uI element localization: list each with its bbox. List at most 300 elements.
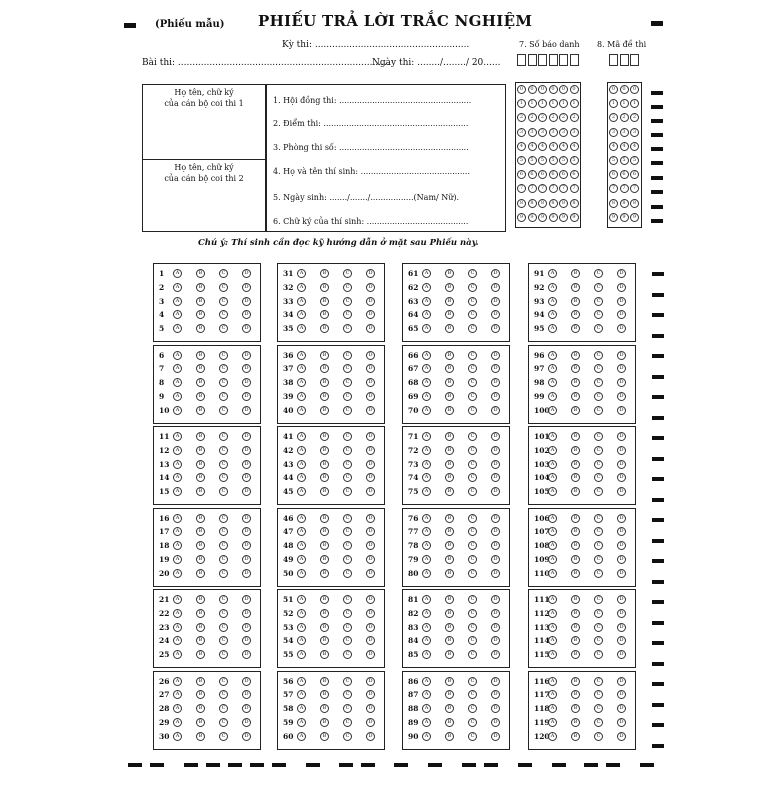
answer-bubble-d[interactable]: D: [491, 487, 500, 496]
sbd-digit-bubble[interactable]: 1: [559, 99, 568, 108]
answer-bubble-b[interactable]: B: [571, 310, 580, 319]
exam-subject-field[interactable]: Bài thi: ..........................................................................: [142, 58, 390, 68]
sbd-digit-bubble[interactable]: 5: [570, 156, 579, 165]
answer-bubble-a[interactable]: A: [173, 718, 182, 727]
answer-bubble-c[interactable]: C: [468, 595, 477, 604]
answer-bubble-d[interactable]: D: [617, 269, 626, 278]
answer-bubble-d[interactable]: D: [242, 677, 251, 686]
answer-bubble-b[interactable]: B: [445, 473, 454, 482]
answer-bubble-a[interactable]: A: [173, 690, 182, 699]
made-digit-bubble[interactable]: 6: [609, 170, 618, 179]
answer-bubble-c[interactable]: C: [219, 527, 228, 536]
made-digit-bubble[interactable]: 0: [620, 85, 629, 94]
answer-bubble-a[interactable]: A: [422, 460, 431, 469]
answer-bubble-d[interactable]: D: [617, 446, 626, 455]
answer-bubble-b[interactable]: B: [196, 432, 205, 441]
answer-bubble-c[interactable]: C: [219, 269, 228, 278]
answer-bubble-d[interactable]: D: [366, 283, 375, 292]
answer-bubble-d[interactable]: D: [242, 636, 251, 645]
answer-bubble-c[interactable]: C: [594, 364, 603, 373]
answer-bubble-d[interactable]: D: [491, 636, 500, 645]
answer-bubble-a[interactable]: A: [297, 432, 306, 441]
answer-bubble-b[interactable]: B: [445, 324, 454, 333]
answer-bubble-a[interactable]: A: [548, 283, 557, 292]
answer-bubble-a[interactable]: A: [173, 406, 182, 415]
answer-bubble-a[interactable]: A: [548, 555, 557, 564]
sbd-digit-bubble[interactable]: 7: [570, 184, 579, 193]
answer-bubble-d[interactable]: D: [242, 473, 251, 482]
answer-bubble-a[interactable]: A: [422, 541, 431, 550]
made-digit-bubble[interactable]: 3: [630, 128, 639, 137]
answer-bubble-b[interactable]: B: [196, 324, 205, 333]
answer-bubble-d[interactable]: D: [366, 609, 375, 618]
answer-bubble-c[interactable]: C: [343, 297, 352, 306]
answer-bubble-d[interactable]: D: [617, 392, 626, 401]
sbd-digit-bubble[interactable]: 0: [559, 85, 568, 94]
answer-bubble-a[interactable]: A: [422, 473, 431, 482]
answer-bubble-d[interactable]: D: [366, 541, 375, 550]
made-digit-bubble[interactable]: 0: [609, 85, 618, 94]
answer-bubble-a[interactable]: A: [422, 623, 431, 632]
answer-bubble-d[interactable]: D: [366, 473, 375, 482]
answer-bubble-d[interactable]: D: [366, 514, 375, 523]
answer-bubble-d[interactable]: D: [617, 555, 626, 564]
answer-bubble-a[interactable]: A: [422, 704, 431, 713]
answer-bubble-b[interactable]: B: [320, 527, 329, 536]
answer-bubble-c[interactable]: C: [594, 555, 603, 564]
answer-bubble-a[interactable]: A: [173, 460, 182, 469]
sbd-digit-bubble[interactable]: 8: [570, 199, 579, 208]
answer-bubble-b[interactable]: B: [320, 460, 329, 469]
answer-bubble-d[interactable]: D: [491, 650, 500, 659]
answer-bubble-a[interactable]: A: [297, 378, 306, 387]
sbd-digit-bubble[interactable]: 4: [549, 142, 558, 151]
sbd-digit-bubble[interactable]: 9: [559, 213, 568, 222]
answer-bubble-c[interactable]: C: [343, 406, 352, 415]
sbd-digit-bubble[interactable]: 7: [559, 184, 568, 193]
answer-bubble-a[interactable]: A: [297, 406, 306, 415]
answer-bubble-c[interactable]: C: [594, 677, 603, 686]
answer-bubble-a[interactable]: A: [297, 351, 306, 360]
answer-bubble-b[interactable]: B: [571, 324, 580, 333]
answer-bubble-b[interactable]: B: [445, 569, 454, 578]
answer-bubble-a[interactable]: A: [297, 650, 306, 659]
answer-bubble-d[interactable]: D: [242, 446, 251, 455]
answer-bubble-a[interactable]: A: [297, 623, 306, 632]
answer-bubble-a[interactable]: A: [548, 269, 557, 278]
answer-bubble-c[interactable]: C: [219, 718, 228, 727]
answer-bubble-c[interactable]: C: [219, 473, 228, 482]
answer-bubble-b[interactable]: B: [320, 487, 329, 496]
answer-bubble-b[interactable]: B: [445, 283, 454, 292]
answer-bubble-c[interactable]: C: [594, 541, 603, 550]
answer-bubble-a[interactable]: A: [422, 392, 431, 401]
answer-bubble-b[interactable]: B: [196, 650, 205, 659]
answer-bubble-b[interactable]: B: [320, 364, 329, 373]
answer-bubble-b[interactable]: B: [571, 432, 580, 441]
made-digit-bubble[interactable]: 3: [609, 128, 618, 137]
sbd-write-box[interactable]: [517, 54, 526, 66]
answer-bubble-b[interactable]: B: [196, 732, 205, 741]
answer-bubble-a[interactable]: A: [297, 473, 306, 482]
answer-bubble-a[interactable]: A: [422, 690, 431, 699]
answer-bubble-a[interactable]: A: [297, 704, 306, 713]
answer-bubble-a[interactable]: A: [297, 283, 306, 292]
answer-bubble-d[interactable]: D: [366, 636, 375, 645]
made-digit-bubble[interactable]: 6: [630, 170, 639, 179]
answer-bubble-b[interactable]: B: [571, 527, 580, 536]
answer-bubble-c[interactable]: C: [468, 677, 477, 686]
answer-bubble-d[interactable]: D: [491, 432, 500, 441]
sbd-digit-bubble[interactable]: 8: [517, 199, 526, 208]
answer-bubble-d[interactable]: D: [491, 609, 500, 618]
answer-bubble-c[interactable]: C: [468, 473, 477, 482]
answer-bubble-b[interactable]: B: [445, 364, 454, 373]
made-digit-bubble[interactable]: 7: [630, 184, 639, 193]
answer-bubble-b[interactable]: B: [445, 446, 454, 455]
answer-bubble-a[interactable]: A: [548, 392, 557, 401]
answer-bubble-d[interactable]: D: [242, 718, 251, 727]
answer-bubble-c[interactable]: C: [468, 283, 477, 292]
answer-bubble-c[interactable]: C: [219, 364, 228, 373]
answer-bubble-d[interactable]: D: [242, 541, 251, 550]
answer-bubble-c[interactable]: C: [468, 432, 477, 441]
answer-bubble-c[interactable]: C: [594, 378, 603, 387]
answer-bubble-b[interactable]: B: [445, 351, 454, 360]
answer-bubble-b[interactable]: B: [320, 718, 329, 727]
answer-bubble-c[interactable]: C: [343, 527, 352, 536]
answer-bubble-c[interactable]: C: [343, 324, 352, 333]
answer-bubble-b[interactable]: B: [320, 406, 329, 415]
answer-bubble-d[interactable]: D: [242, 609, 251, 618]
answer-bubble-b[interactable]: B: [445, 406, 454, 415]
answer-bubble-d[interactable]: D: [491, 364, 500, 373]
answer-bubble-b[interactable]: B: [320, 650, 329, 659]
made-digit-bubble[interactable]: 8: [630, 199, 639, 208]
sbd-digit-bubble[interactable]: 2: [517, 113, 526, 122]
answer-bubble-d[interactable]: D: [242, 704, 251, 713]
answer-bubble-a[interactable]: A: [548, 351, 557, 360]
answer-bubble-a[interactable]: A: [422, 609, 431, 618]
made-digit-bubble[interactable]: 7: [609, 184, 618, 193]
answer-bubble-b[interactable]: B: [571, 487, 580, 496]
sbd-digit-bubble[interactable]: 1: [517, 99, 526, 108]
answer-bubble-c[interactable]: C: [468, 718, 477, 727]
made-digit-bubble[interactable]: 8: [620, 199, 629, 208]
answer-bubble-d[interactable]: D: [491, 555, 500, 564]
answer-bubble-b[interactable]: B: [320, 310, 329, 319]
answer-bubble-c[interactable]: C: [468, 732, 477, 741]
answer-bubble-a[interactable]: A: [173, 351, 182, 360]
answer-bubble-b[interactable]: B: [320, 269, 329, 278]
answer-bubble-a[interactable]: A: [548, 527, 557, 536]
answer-bubble-a[interactable]: A: [173, 364, 182, 373]
answer-bubble-d[interactable]: D: [366, 569, 375, 578]
answer-bubble-a[interactable]: A: [422, 283, 431, 292]
answer-bubble-d[interactable]: D: [491, 283, 500, 292]
answer-bubble-c[interactable]: C: [343, 623, 352, 632]
answer-bubble-a[interactable]: A: [548, 460, 557, 469]
made-digit-bubble[interactable]: 1: [630, 99, 639, 108]
answer-bubble-c[interactable]: C: [219, 297, 228, 306]
answer-bubble-d[interactable]: D: [617, 636, 626, 645]
answer-bubble-b[interactable]: B: [320, 324, 329, 333]
made-digit-bubble[interactable]: 4: [620, 142, 629, 151]
sbd-digit-bubble[interactable]: 5: [549, 156, 558, 165]
answer-bubble-a[interactable]: A: [548, 378, 557, 387]
answer-bubble-b[interactable]: B: [571, 446, 580, 455]
answer-bubble-a[interactable]: A: [173, 623, 182, 632]
answer-bubble-d[interactable]: D: [491, 704, 500, 713]
answer-bubble-a[interactable]: A: [422, 527, 431, 536]
made-digit-bubble[interactable]: 2: [630, 113, 639, 122]
answer-bubble-c[interactable]: C: [219, 623, 228, 632]
answer-bubble-c[interactable]: C: [219, 392, 228, 401]
answer-bubble-b[interactable]: B: [196, 527, 205, 536]
answer-bubble-d[interactable]: D: [617, 704, 626, 713]
answer-bubble-c[interactable]: C: [219, 446, 228, 455]
answer-bubble-c[interactable]: C: [594, 623, 603, 632]
answer-bubble-b[interactable]: B: [571, 732, 580, 741]
sbd-digit-bubble[interactable]: 0: [549, 85, 558, 94]
answer-bubble-b[interactable]: B: [445, 514, 454, 523]
answer-bubble-b[interactable]: B: [320, 636, 329, 645]
answer-bubble-b[interactable]: B: [571, 623, 580, 632]
answer-bubble-c[interactable]: C: [343, 378, 352, 387]
made-digit-bubble[interactable]: 4: [630, 142, 639, 151]
answer-bubble-b[interactable]: B: [445, 432, 454, 441]
answer-bubble-b[interactable]: B: [571, 364, 580, 373]
exam-session-field[interactable]: Kỳ thi: ......................................................: [282, 40, 470, 50]
answer-bubble-d[interactable]: D: [242, 432, 251, 441]
answer-bubble-c[interactable]: C: [594, 432, 603, 441]
answer-bubble-c[interactable]: C: [594, 269, 603, 278]
answer-bubble-b[interactable]: B: [571, 650, 580, 659]
answer-bubble-c[interactable]: C: [219, 690, 228, 699]
sbd-digit-bubble[interactable]: 7: [538, 184, 547, 193]
answer-bubble-a[interactable]: A: [173, 473, 182, 482]
answer-bubble-d[interactable]: D: [491, 473, 500, 482]
sbd-digit-bubble[interactable]: 9: [517, 213, 526, 222]
answer-bubble-d[interactable]: D: [366, 378, 375, 387]
answer-bubble-c[interactable]: C: [594, 527, 603, 536]
answer-bubble-d[interactable]: D: [491, 690, 500, 699]
answer-bubble-d[interactable]: D: [617, 283, 626, 292]
answer-bubble-d[interactable]: D: [366, 732, 375, 741]
answer-bubble-b[interactable]: B: [320, 446, 329, 455]
answer-bubble-a[interactable]: A: [297, 297, 306, 306]
answer-bubble-b[interactable]: B: [196, 569, 205, 578]
answer-bubble-c[interactable]: C: [343, 432, 352, 441]
sbd-digit-bubble[interactable]: 8: [559, 199, 568, 208]
answer-bubble-b[interactable]: B: [320, 623, 329, 632]
answer-bubble-d[interactable]: D: [491, 310, 500, 319]
answer-bubble-b[interactable]: B: [571, 609, 580, 618]
answer-bubble-a[interactable]: A: [297, 527, 306, 536]
sbd-digit-bubble[interactable]: 4: [517, 142, 526, 151]
answer-bubble-c[interactable]: C: [219, 378, 228, 387]
answer-bubble-c[interactable]: C: [468, 541, 477, 550]
answer-bubble-a[interactable]: A: [297, 514, 306, 523]
answer-bubble-d[interactable]: D: [366, 704, 375, 713]
sbd-digit-bubble[interactable]: 0: [528, 85, 537, 94]
answer-bubble-c[interactable]: C: [219, 541, 228, 550]
answer-bubble-b[interactable]: B: [445, 555, 454, 564]
made-write-box[interactable]: [620, 54, 629, 66]
answer-bubble-d[interactable]: D: [366, 555, 375, 564]
info-field-council[interactable]: 1. Hội đồng thi: ....................................................: [273, 96, 472, 105]
made-digit-bubble[interactable]: 5: [609, 156, 618, 165]
answer-bubble-b[interactable]: B: [320, 609, 329, 618]
answer-bubble-b[interactable]: B: [196, 718, 205, 727]
answer-bubble-a[interactable]: A: [548, 690, 557, 699]
answer-bubble-d[interactable]: D: [366, 392, 375, 401]
answer-bubble-d[interactable]: D: [366, 623, 375, 632]
answer-bubble-d[interactable]: D: [366, 432, 375, 441]
answer-bubble-a[interactable]: A: [173, 283, 182, 292]
answer-bubble-a[interactable]: A: [548, 595, 557, 604]
sbd-digit-bubble[interactable]: 3: [549, 128, 558, 137]
answer-bubble-c[interactable]: C: [594, 718, 603, 727]
answer-bubble-d[interactable]: D: [242, 487, 251, 496]
answer-bubble-c[interactable]: C: [594, 636, 603, 645]
answer-bubble-d[interactable]: D: [366, 595, 375, 604]
answer-bubble-b[interactable]: B: [196, 392, 205, 401]
answer-bubble-a[interactable]: A: [548, 446, 557, 455]
sbd-digit-bubble[interactable]: 0: [570, 85, 579, 94]
answer-bubble-d[interactable]: D: [491, 460, 500, 469]
answer-bubble-d[interactable]: D: [242, 364, 251, 373]
answer-bubble-a[interactable]: A: [297, 460, 306, 469]
made-digit-bubble[interactable]: 6: [620, 170, 629, 179]
answer-bubble-a[interactable]: A: [422, 718, 431, 727]
answer-bubble-b[interactable]: B: [320, 555, 329, 564]
answer-bubble-d[interactable]: D: [617, 310, 626, 319]
answer-bubble-d[interactable]: D: [242, 569, 251, 578]
answer-bubble-a[interactable]: A: [297, 487, 306, 496]
sbd-digit-bubble[interactable]: 6: [538, 170, 547, 179]
answer-bubble-d[interactable]: D: [491, 446, 500, 455]
answer-bubble-b[interactable]: B: [320, 690, 329, 699]
answer-bubble-a[interactable]: A: [173, 297, 182, 306]
info-field-birthdate[interactable]: 5. Ngày sinh: ......./......./.................(Nam/ Nữ).: [273, 193, 460, 202]
answer-bubble-d[interactable]: D: [366, 364, 375, 373]
answer-bubble-a[interactable]: A: [173, 704, 182, 713]
answer-bubble-c[interactable]: C: [219, 677, 228, 686]
sbd-digit-bubble[interactable]: 6: [559, 170, 568, 179]
answer-bubble-a[interactable]: A: [548, 650, 557, 659]
answer-bubble-b[interactable]: B: [571, 704, 580, 713]
answer-bubble-a[interactable]: A: [297, 732, 306, 741]
answer-bubble-b[interactable]: B: [445, 310, 454, 319]
answer-bubble-d[interactable]: D: [617, 514, 626, 523]
answer-bubble-c[interactable]: C: [594, 460, 603, 469]
sbd-digit-bubble[interactable]: 2: [549, 113, 558, 122]
made-write-box[interactable]: [609, 54, 618, 66]
info-field-signature[interactable]: 6. Chữ ký của thí sinh: ........................................: [273, 217, 469, 226]
answer-bubble-d[interactable]: D: [491, 324, 500, 333]
answer-bubble-b[interactable]: B: [571, 569, 580, 578]
answer-bubble-c[interactable]: C: [468, 446, 477, 455]
answer-bubble-c[interactable]: C: [343, 283, 352, 292]
answer-bubble-b[interactable]: B: [196, 704, 205, 713]
answer-bubble-d[interactable]: D: [491, 541, 500, 550]
answer-bubble-a[interactable]: A: [297, 569, 306, 578]
answer-bubble-a[interactable]: A: [297, 392, 306, 401]
answer-bubble-c[interactable]: C: [343, 446, 352, 455]
answer-bubble-c[interactable]: C: [594, 595, 603, 604]
answer-bubble-c[interactable]: C: [343, 704, 352, 713]
answer-bubble-d[interactable]: D: [366, 269, 375, 278]
sbd-write-box[interactable]: [549, 54, 558, 66]
answer-bubble-c[interactable]: C: [468, 269, 477, 278]
answer-bubble-b[interactable]: B: [320, 378, 329, 387]
answer-bubble-a[interactable]: A: [548, 432, 557, 441]
sbd-digit-bubble[interactable]: 6: [549, 170, 558, 179]
answer-bubble-a[interactable]: A: [548, 718, 557, 727]
answer-bubble-a[interactable]: A: [422, 432, 431, 441]
answer-bubble-b[interactable]: B: [445, 392, 454, 401]
answer-bubble-d[interactable]: D: [617, 595, 626, 604]
answer-bubble-c[interactable]: C: [219, 283, 228, 292]
answer-bubble-b[interactable]: B: [571, 297, 580, 306]
answer-bubble-d[interactable]: D: [491, 351, 500, 360]
answer-bubble-c[interactable]: C: [343, 392, 352, 401]
answer-bubble-b[interactable]: B: [196, 636, 205, 645]
answer-bubble-a[interactable]: A: [422, 446, 431, 455]
answer-bubble-b[interactable]: B: [196, 623, 205, 632]
answer-bubble-a[interactable]: A: [173, 324, 182, 333]
answer-bubble-c[interactable]: C: [219, 432, 228, 441]
sbd-digit-bubble[interactable]: 3: [559, 128, 568, 137]
answer-bubble-b[interactable]: B: [320, 677, 329, 686]
made-digit-bubble[interactable]: 0: [630, 85, 639, 94]
answer-bubble-d[interactable]: D: [617, 677, 626, 686]
answer-bubble-a[interactable]: A: [173, 732, 182, 741]
answer-bubble-d[interactable]: D: [491, 378, 500, 387]
answer-bubble-b[interactable]: B: [571, 378, 580, 387]
answer-bubble-c[interactable]: C: [468, 406, 477, 415]
answer-bubble-d[interactable]: D: [617, 432, 626, 441]
made-digit-bubble[interactable]: 2: [609, 113, 618, 122]
answer-bubble-c[interactable]: C: [343, 732, 352, 741]
answer-bubble-c[interactable]: C: [343, 473, 352, 482]
answer-bubble-c[interactable]: C: [219, 555, 228, 564]
answer-bubble-b[interactable]: B: [196, 487, 205, 496]
made-digit-bubble[interactable]: 1: [609, 99, 618, 108]
answer-bubble-a[interactable]: A: [422, 732, 431, 741]
sbd-digit-bubble[interactable]: 6: [517, 170, 526, 179]
answer-bubble-d[interactable]: D: [617, 732, 626, 741]
answer-bubble-c[interactable]: C: [468, 623, 477, 632]
made-digit-bubble[interactable]: 9: [609, 213, 618, 222]
answer-bubble-d[interactable]: D: [617, 406, 626, 415]
answer-bubble-a[interactable]: A: [297, 690, 306, 699]
answer-bubble-d[interactable]: D: [366, 446, 375, 455]
answer-bubble-d[interactable]: D: [242, 732, 251, 741]
answer-bubble-a[interactable]: A: [173, 487, 182, 496]
answer-bubble-c[interactable]: C: [219, 487, 228, 496]
sbd-digit-bubble[interactable]: 4: [528, 142, 537, 151]
answer-bubble-d[interactable]: D: [617, 623, 626, 632]
answer-bubble-c[interactable]: C: [219, 704, 228, 713]
answer-bubble-c[interactable]: C: [468, 636, 477, 645]
answer-bubble-c[interactable]: C: [343, 269, 352, 278]
answer-bubble-a[interactable]: A: [548, 623, 557, 632]
answer-bubble-a[interactable]: A: [297, 310, 306, 319]
answer-bubble-d[interactable]: D: [617, 364, 626, 373]
sbd-digit-bubble[interactable]: 1: [549, 99, 558, 108]
